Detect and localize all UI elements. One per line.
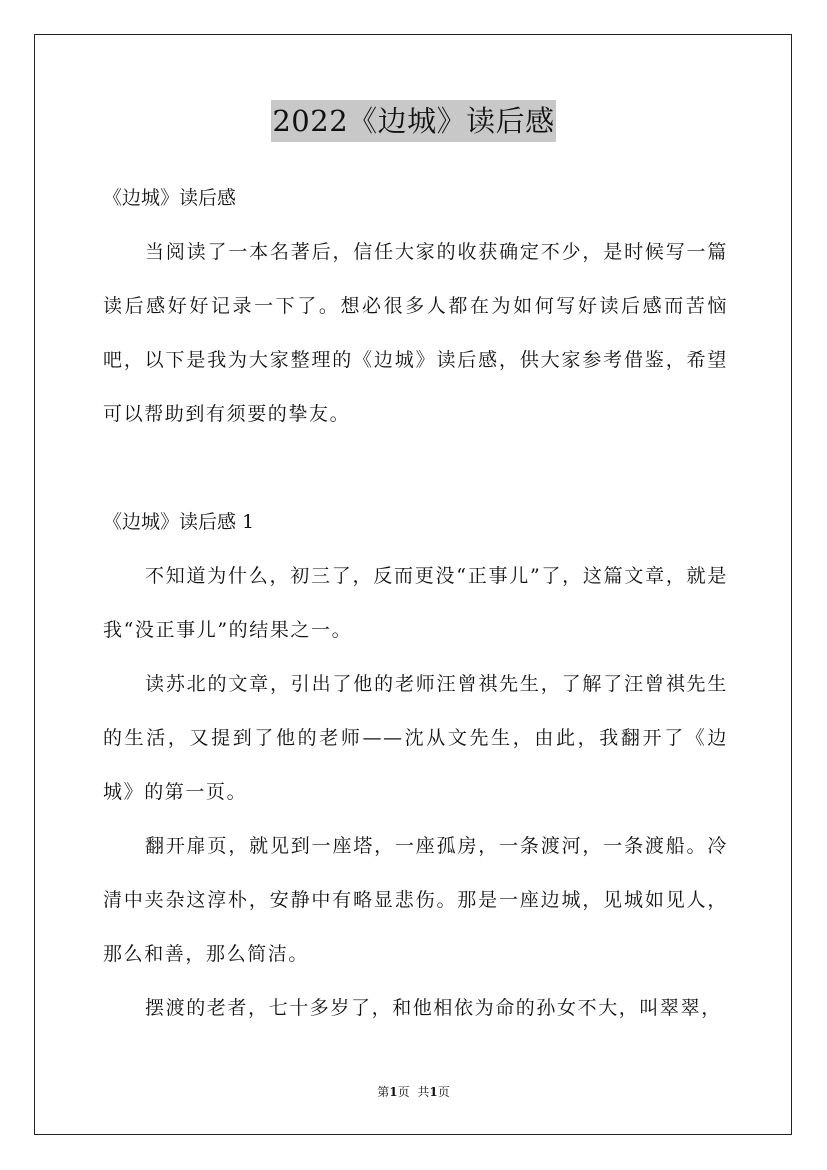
paragraph-2: 读苏北的文章，引出了他的老师汪曾祺先生，了解了汪曾祺先生的生活，又提到了他的老师——沈从文先生，由此，我翻开了《边城》的第一页。 — [103, 673, 728, 803]
footer-total-prefix: 共 — [417, 1085, 430, 1099]
footer-total-number: 1 — [429, 1085, 438, 1099]
page-footer — [0, 1083, 827, 1101]
document-body — [103, 171, 728, 1035]
spacer — [103, 441, 728, 495]
footer-total-suffix: 页 — [437, 1085, 450, 1099]
section-heading: 《边城》读后感 — [103, 187, 237, 209]
intro-paragraph: 当阅读了一本名著后，信任大家的收获确定不少，是时候写一篇读后感好好记录一下了。想必很多人都在为如何写好读后感而苦恼吧，以下是我为大家整理的《边城》读后感，供大家参考借鉴，希望可以帮助到有须要的挚友。 — [103, 241, 728, 425]
title-wrap — [0, 100, 827, 142]
footer-page-prefix: 第 — [377, 1085, 390, 1099]
footer-page-number: 1 — [389, 1085, 398, 1099]
paragraph-4: 摆渡的老者，七十多岁了，和他相依为命的孙女不大，叫翠翠， — [145, 997, 722, 1019]
paragraph-1: 不知道为什么，初三了，反而更没“正事儿”了，这篇文章，就是我“没正事儿”的结果之一。 — [103, 565, 728, 641]
paragraph-3: 翻开扉页，就见到一座塔，一座孤房，一条渡河，一条渡船。冷清中夹杂这淳朴，安静中有略显悲伤。那是一座边城，见城如见人，那么和善，那么简洁。 — [103, 835, 728, 965]
essay-heading: 《边城》读后感 1 — [103, 511, 255, 533]
footer-page-suffix: 页 — [397, 1085, 410, 1099]
document-title: 2022《边城》读后感 — [271, 100, 555, 142]
